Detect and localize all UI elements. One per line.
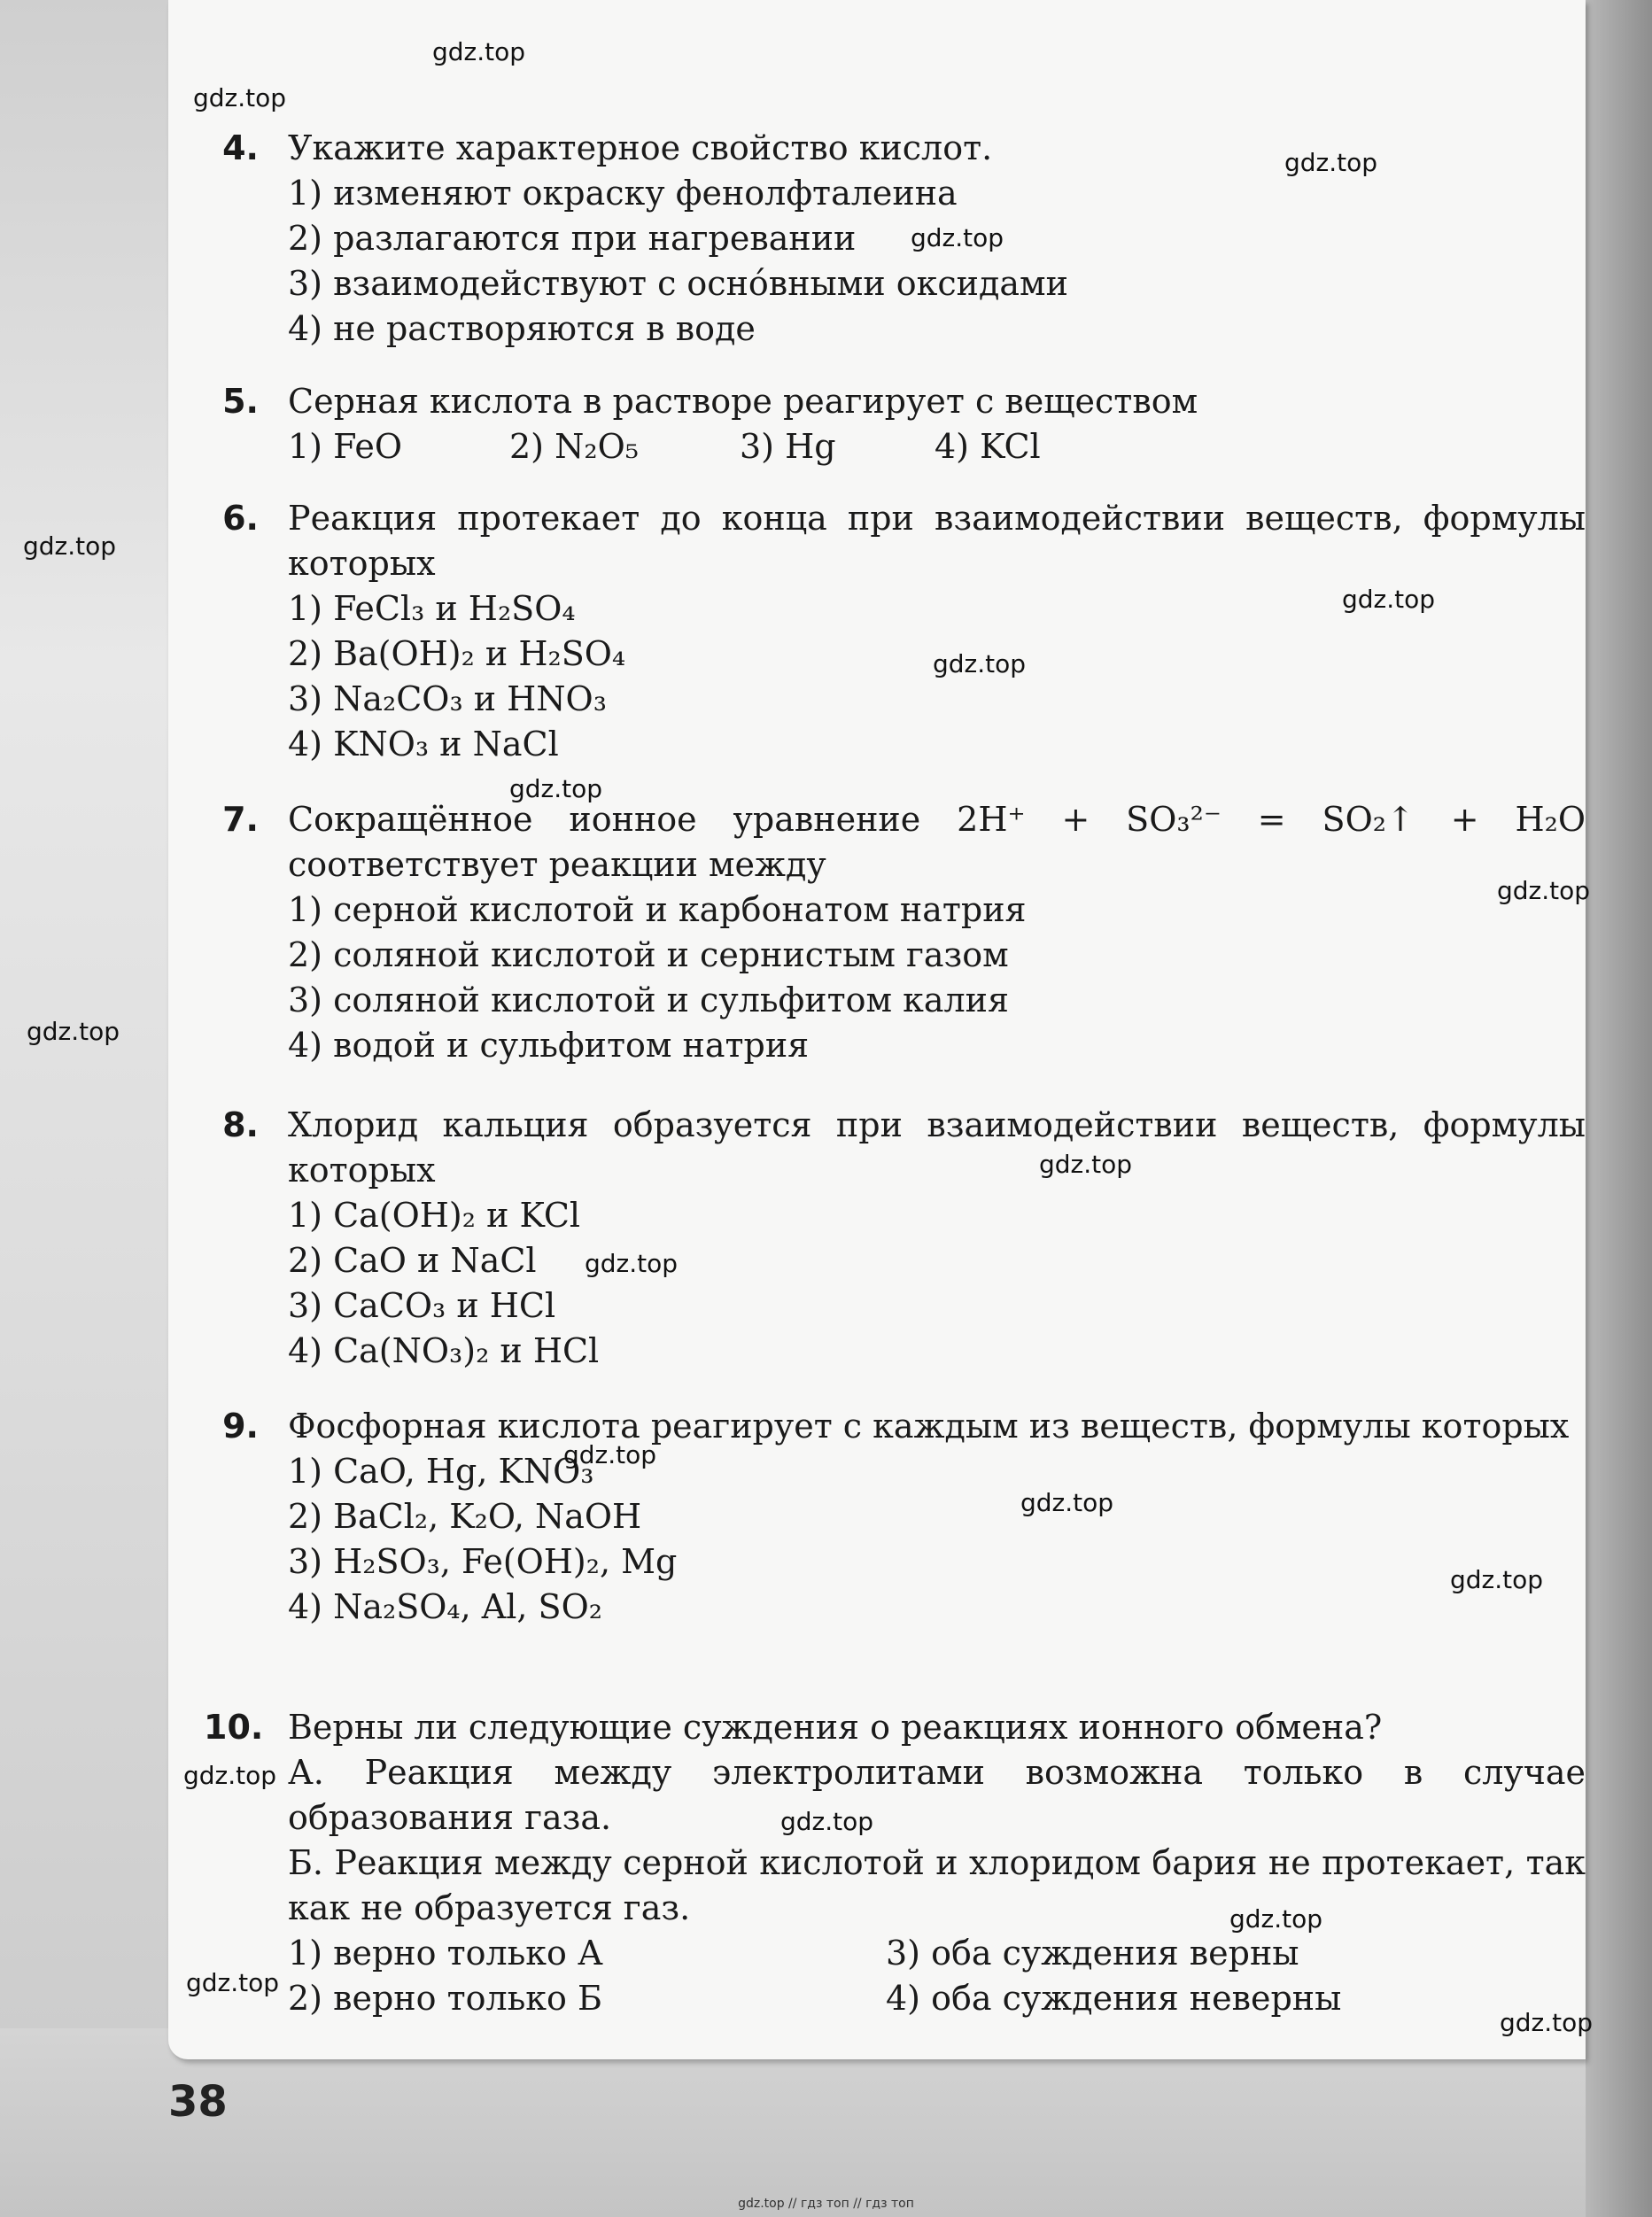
question-9 xyxy=(204,1404,1586,1630)
watermark: gdz.top xyxy=(1284,148,1378,177)
watermark: gdz.top xyxy=(509,774,603,803)
answer-option: 4) не растворяются в воде xyxy=(288,309,756,348)
answer-option: 4) KCl xyxy=(935,427,1041,466)
watermark: gdz.top xyxy=(933,649,1027,678)
answer-option: 3) CaCO₃ и HCl xyxy=(288,1286,556,1325)
bottom-notice: gdz.top // гдз топ // гдз топ xyxy=(738,2197,914,2211)
answer-option: 3) соляной кислотой и сульфитом калия xyxy=(288,981,1009,1019)
answer-option: 1) CaO, Hg, KNO₃ xyxy=(288,1452,594,1491)
answer-option: 1) Ca(OH)₂ и KCl xyxy=(288,1196,581,1235)
statement-a: А. Реакция между электролитами возможна только в случае образования газа. xyxy=(288,1753,1586,1837)
watermark: gdz.top xyxy=(193,83,287,112)
answer-option: 4) оба суждения неверны xyxy=(886,1979,1342,2018)
question-5 xyxy=(204,379,1586,469)
answer-option: 2) верно только Б xyxy=(288,1979,602,2018)
question-text: Укажите характерное свойство кислот. xyxy=(288,128,993,167)
watermark: gdz.top xyxy=(1342,585,1436,614)
answer-option: 4) Ca(NO₃)₂ и HCl xyxy=(288,1331,600,1370)
watermark: gdz.top xyxy=(1020,1488,1114,1517)
answer-option: 2) BaCl₂, K₂O, NaOH xyxy=(288,1497,642,1536)
answer-option: 1) серной кислотой и карбонатом натрия xyxy=(288,890,1027,929)
answer-option: 2) разлагаются при нагревании xyxy=(288,219,857,258)
answer-options-row xyxy=(288,424,1586,469)
question-7 xyxy=(204,797,1586,1068)
watermark: gdz.top xyxy=(911,223,1004,252)
question-text: Сокращённое ионное уравнение 2H⁺ + SO₃²⁻ = SO₂↑ + H₂O соответствует реакции между xyxy=(288,800,1586,884)
answer-option: 3) Hg xyxy=(740,427,836,466)
question-text: Серная кислота в растворе реагирует с веществом xyxy=(288,382,1198,421)
question-10 xyxy=(204,1705,1586,2021)
question-number: 8. xyxy=(222,1105,259,1144)
watermark: gdz.top xyxy=(23,531,117,561)
question-number: 9. xyxy=(222,1407,259,1446)
question-4 xyxy=(204,126,1586,352)
watermark: gdz.top xyxy=(186,1968,280,1997)
watermark: gdz.top xyxy=(1450,1565,1544,1594)
question-number: 10. xyxy=(204,1708,264,1747)
answer-option: 1) верно только А xyxy=(288,1934,603,1973)
watermark: gdz.top xyxy=(1039,1150,1133,1179)
answer-option: 1) изменяют окраску фенолфталеина xyxy=(288,174,958,213)
question-number: 7. xyxy=(222,800,259,839)
answer-options-grid xyxy=(288,1931,1586,2021)
watermark: gdz.top xyxy=(1497,876,1591,905)
answer-option: 2) CaO и NaCl xyxy=(288,1241,537,1280)
question-text: Реакция протекает до конца при взаимодействии веществ, формулы которых xyxy=(288,499,1586,583)
question-8 xyxy=(204,1103,1586,1374)
question-text: Фосфорная кислота реагирует с каждым из веществ, формулы которых xyxy=(288,1407,1570,1446)
page-spine-shadow xyxy=(1586,0,1652,2217)
question-6 xyxy=(204,496,1586,767)
question-text: Верны ли следующие суждения о реакциях ионного обмена? xyxy=(288,1708,1383,1747)
watermark: gdz.top xyxy=(780,1807,874,1836)
answer-option: 1) FeCl₃ и H₂SO₄ xyxy=(288,589,576,628)
watermark: gdz.top xyxy=(432,37,526,66)
watermark: gdz.top xyxy=(27,1017,120,1046)
question-number: 5. xyxy=(222,382,259,421)
answer-option: 4) Na₂SO₄, Al, SO₂ xyxy=(288,1587,602,1626)
question-text: Хлорид кальция образуется при взаимодействии веществ, формулы которых xyxy=(288,1105,1586,1190)
watermark: gdz.top xyxy=(1229,1904,1323,1934)
question-number: 4. xyxy=(222,128,259,167)
answer-option: 3) H₂SO₃, Fe(OH)₂, Mg xyxy=(288,1542,678,1581)
statement-b: Б. Реакция между серной кислотой и хлоридом бария не протекает, так как не образуется газ. xyxy=(288,1843,1586,1927)
answer-option: 4) KNO₃ и NaCl xyxy=(288,725,559,764)
answer-option: 4) водой и сульфитом натрия xyxy=(288,1026,810,1065)
question-number: 6. xyxy=(222,499,259,538)
answer-option: 3) Na₂CO₃ и HNO₃ xyxy=(288,679,607,718)
answer-option: 2) N₂O₅ xyxy=(509,427,639,466)
watermark: gdz.top xyxy=(183,1761,277,1790)
page-number: 38 xyxy=(168,2077,228,2127)
answer-option: 1) FeO xyxy=(288,427,403,466)
answer-option: 2) Ba(OH)₂ и H₂SO₄ xyxy=(288,634,626,673)
answer-option: 3) взаимодействуют с оснóвными оксидами xyxy=(288,264,1068,303)
answer-option: 2) соляной кислотой и сернистым газом xyxy=(288,935,1009,974)
watermark: gdz.top xyxy=(585,1249,679,1278)
watermark: gdz.top xyxy=(563,1440,657,1469)
answer-option: 3) оба суждения верны xyxy=(886,1934,1299,1973)
watermark: gdz.top xyxy=(1500,2008,1594,2037)
background-left xyxy=(0,0,168,2217)
